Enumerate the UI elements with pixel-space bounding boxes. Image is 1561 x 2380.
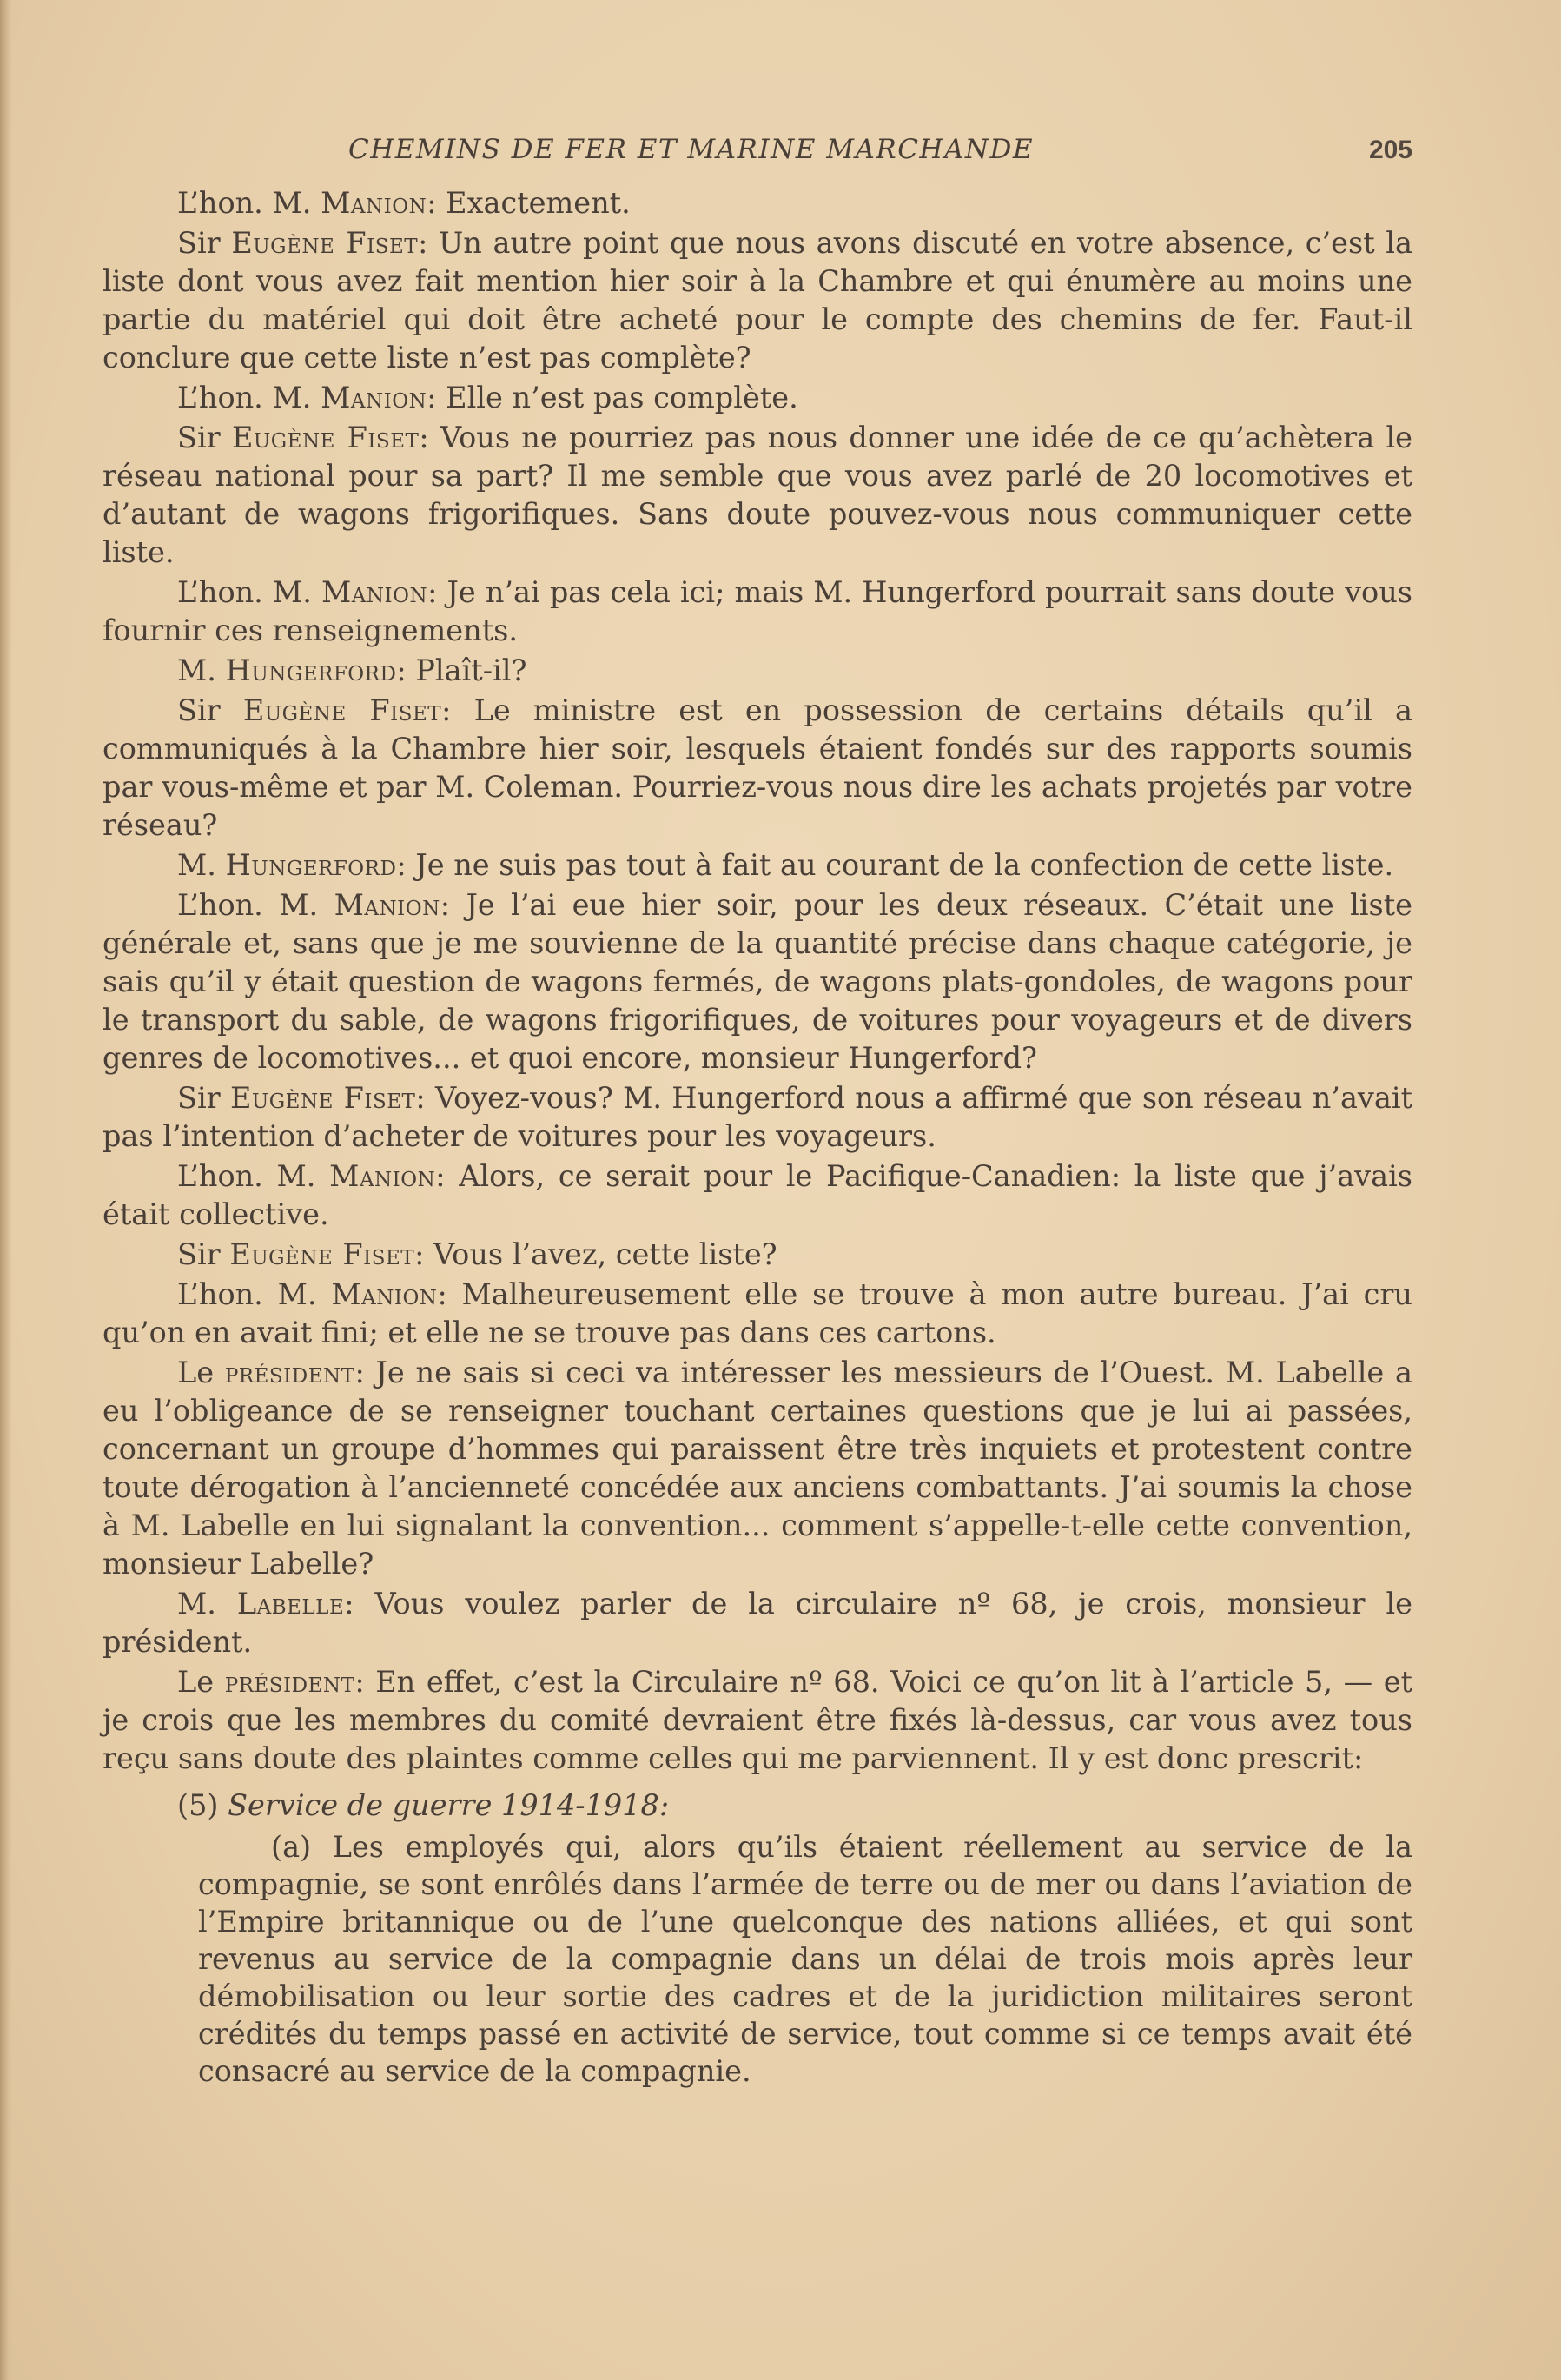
paragraph-text: : Voyez-vous? M. Hungerford nous a affirmé que son réseau n’avait pas l’intention d’acheter de voitures pour les voyageurs. bbox=[103, 1081, 1413, 1153]
paragraph bbox=[103, 379, 1412, 417]
speaker-prefix: Sir bbox=[177, 1081, 230, 1115]
section-number: (5) bbox=[177, 1788, 228, 1822]
speaker-name: Manion bbox=[334, 888, 440, 922]
speaker-name: président bbox=[224, 1356, 355, 1389]
paragraph bbox=[103, 1663, 1412, 1778]
paragraph bbox=[103, 1276, 1412, 1352]
running-title: CHEMINS DE FER ET MARINE MARCHANDE bbox=[348, 134, 1034, 165]
paragraph bbox=[103, 1354, 1412, 1583]
speaker-prefix: Sir bbox=[177, 1237, 230, 1271]
paragraph bbox=[103, 1157, 1412, 1234]
paragraph bbox=[103, 1079, 1412, 1156]
paragraph bbox=[103, 692, 1412, 845]
speaker-prefix: L’hon. M. bbox=[177, 1159, 330, 1193]
paragraph bbox=[103, 184, 1412, 222]
paragraph-text: : Elle n’est pas complète. bbox=[427, 381, 798, 414]
paragraph-text: : Le ministre est en possession de certains détails qu’il a communiqués à la Chambre hier soir, lesquels étaient fondés sur des rapports soumis par vous-même et par M. Coleman. Pourriez-vous nous dire les achats projetés par votre réseau? bbox=[103, 693, 1413, 842]
speaker-name: Hungerford bbox=[225, 653, 397, 687]
paragraph-text: : Vous ne pourriez pas nous donner une idée de ce qu’achètera le réseau national pour sa part? Il me semble que vous avez parlé de 20 locomotives et d’autant de wagons frigorifiques. Sans doute pouvez-vous nous communiquer cette liste. bbox=[103, 421, 1412, 569]
speaker-prefix: L’hon. M. bbox=[177, 381, 321, 414]
speaker-prefix: M. bbox=[177, 1587, 237, 1621]
paragraph-text: : Un autre point que nous avons discuté en votre absence, c’est la liste dont vous avez fait mention hier soir à la Chambre et qui énumère au moins une partie du matériel qui doit être acheté pour le compte des chemins de fer. Faut-il conclure que cette liste n’est pas complète? bbox=[103, 226, 1412, 375]
paragraph-text: : Plaît-il? bbox=[396, 653, 527, 687]
speaker-name: Manion bbox=[321, 575, 428, 609]
speaker-prefix: M. bbox=[177, 848, 226, 882]
quoted-clause: (a) Les employés qui, alors qu’ils étaient réellement au service de la compagnie, se sont enrôlés dans l’armée de terre ou de mer ou dans l’aviation de l’Empire britannique ou de l’une quelconque des nations alliées, et qui sont revenus au service de la compagnie dans un délai de trois mois après leur démobilisation ou leur sortie des cadres et de la juridiction militaires seront crédités du temps passé en activité de service, tout comme si ce temps avait été consacré au service de la compagnie. bbox=[198, 1830, 1412, 2088]
speaker-name: Eugène Fiset bbox=[231, 421, 420, 454]
speaker-prefix: L’hon. M. bbox=[177, 1277, 332, 1311]
page-body bbox=[103, 184, 1412, 2090]
speaker-name: Hungerford bbox=[225, 848, 397, 882]
speaker-name: Manion bbox=[331, 1277, 438, 1311]
paragraph bbox=[103, 419, 1412, 572]
speaker-name: Eugène Fiset bbox=[231, 226, 419, 260]
speaker-prefix: Sir bbox=[177, 421, 232, 454]
paragraph-text: : Vous voulez parler de la circulaire nº 68, je crois, monsieur le président. bbox=[103, 1587, 1412, 1659]
speaker-name: Manion bbox=[329, 1159, 436, 1193]
speaker-name: Eugène Fiset bbox=[242, 693, 442, 727]
speaker-prefix: Le bbox=[177, 1356, 225, 1389]
page-number: 205 bbox=[1368, 136, 1412, 164]
document-page bbox=[103, 130, 1412, 2090]
page-header bbox=[103, 130, 1412, 179]
speaker-prefix: L’hon. M. bbox=[177, 888, 334, 922]
speaker-name: Manion bbox=[321, 381, 427, 414]
speaker-name: Eugène Fiset bbox=[229, 1081, 416, 1115]
speaker-prefix: Sir bbox=[177, 226, 232, 260]
paragraph-text: : Je ne suis pas tout à fait au courant de la confection de cette liste. bbox=[396, 848, 1394, 882]
paragraph bbox=[103, 652, 1412, 690]
paragraph-text: : Je ne sais si ceci va intéresser les messieurs de l’Ouest. M. Labelle a eu l’obligeance de se renseigner touchant certaines questions que je lui ai passées, concernant un groupe d’hommes qui paraissent être très inquiets et protestent contre toute dérogation à l’ancienneté concédée aux anciens combattants. J’ai soumis la chose à M. Labelle en lui signalant la convention... comment s’appelle-t-elle cette convention, monsieur Labelle? bbox=[103, 1356, 1412, 1581]
speaker-name: Eugène Fiset bbox=[229, 1237, 415, 1271]
speaker-prefix: Sir bbox=[177, 693, 243, 727]
paragraph bbox=[103, 886, 1412, 1077]
paragraph-text: : Alors, ce serait pour le Pacifique-Canadien: la liste que j’avais était collective. bbox=[103, 1159, 1412, 1231]
paragraph-text: : En effet, c’est la Circulaire nº 68. Voici ce qu’on lit à l’article 5, — et je crois que les membres du comité devraient être fixés là-dessus, car vous avez tous reçu sans doute des plaintes comme celles qui me parviennent. Il y est donc prescrit: bbox=[103, 1665, 1412, 1775]
paragraph bbox=[103, 1236, 1412, 1274]
speaker-name: président bbox=[224, 1665, 355, 1699]
speaker-name: Manion bbox=[321, 186, 427, 220]
paragraph-text: : Vous l’avez, cette liste? bbox=[414, 1237, 777, 1271]
speaker-prefix: M. bbox=[177, 653, 226, 687]
speaker-prefix: L’hon. M. bbox=[177, 575, 321, 609]
paragraph-text: : Je l’ai eue hier soir, pour les deux réseaux. C’était une liste générale et, sans que je me souvienne de la quantité précise dans chaque catégorie, je sais qu’il y était question de wagons fermés, de wagons plats-gondoles, de wagons pour le transport du sable, de wagons frigorifiques, de voitures pour voyageurs et de divers genres de locomotives... et quoi encore, monsieur Hungerford? bbox=[103, 888, 1412, 1075]
speaker-prefix: L’hon. M. bbox=[177, 186, 321, 220]
paragraph bbox=[103, 846, 1412, 885]
binding-edge bbox=[0, 0, 12, 2380]
paragraph-text: : Exactement. bbox=[427, 186, 631, 220]
section-heading bbox=[177, 1787, 1412, 1825]
paragraph bbox=[103, 224, 1412, 377]
paragraph-text: : Malheureusement elle se trouve à mon autre bureau. J’ai cru qu’on en avait fini; et elle ne se trouve pas dans ces cartons. bbox=[103, 1277, 1412, 1349]
paragraph-text: : Je n’ai pas cela ici; mais M. Hungerford pourrait sans doute vous fournir ces renseignements. bbox=[103, 575, 1412, 647]
paragraph bbox=[103, 573, 1412, 650]
paragraph bbox=[103, 1585, 1412, 1661]
section-title: Service de guerre 1914-1918: bbox=[228, 1788, 670, 1822]
speaker-prefix: Le bbox=[177, 1665, 225, 1699]
speaker-name: Labelle bbox=[236, 1587, 345, 1621]
